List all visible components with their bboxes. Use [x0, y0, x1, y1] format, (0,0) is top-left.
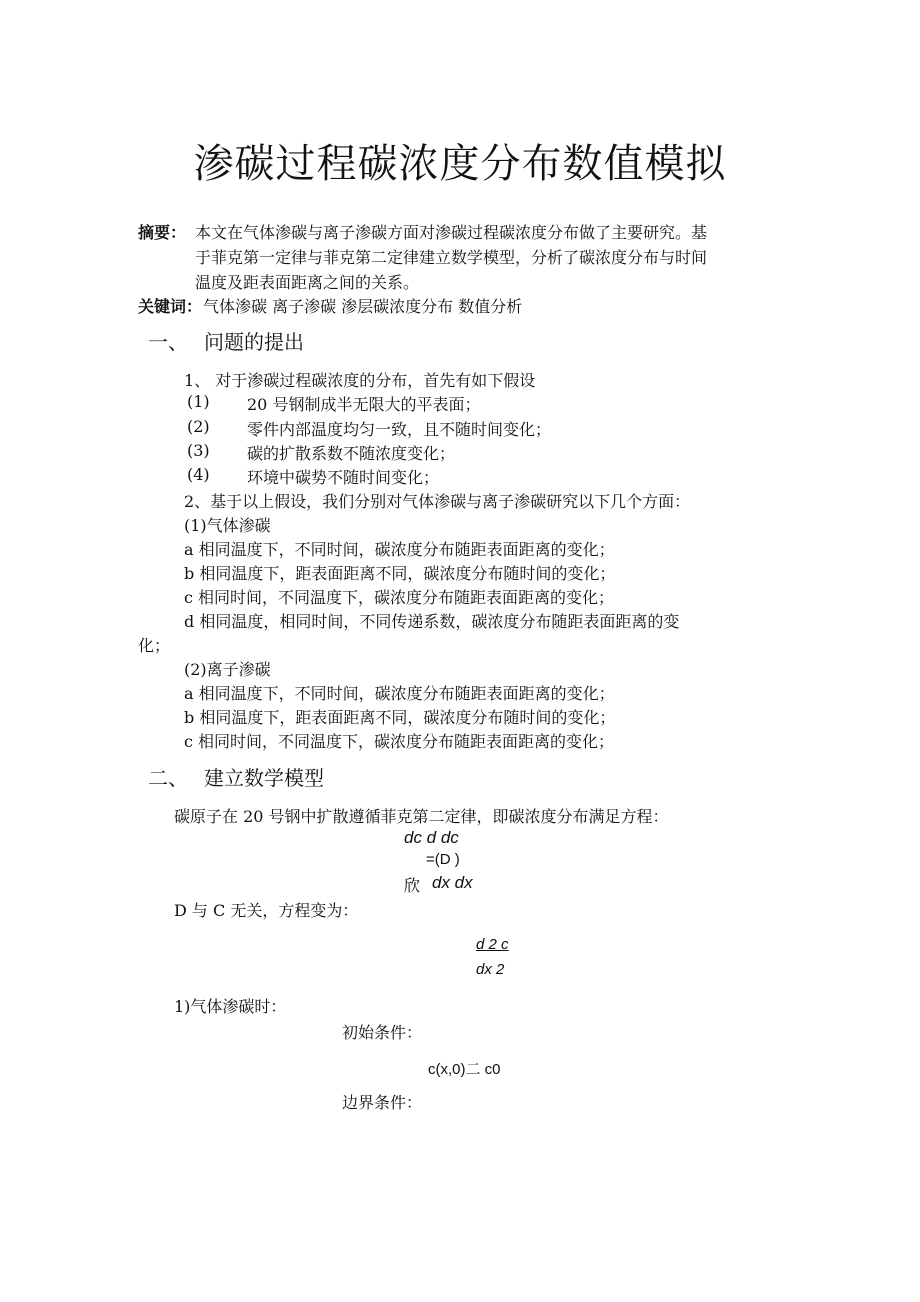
keywords-label: 关键词：: [138, 297, 203, 316]
assumption-num: (2): [187, 417, 210, 436]
abstract-line-1: 本文在气体渗碳与离子渗碳方面对渗碳过程碳浓度分布做了主要研究。基: [195, 223, 708, 242]
gas-item: a 相同温度下，不同时间，碳浓度分布随距表面距离的变化；: [184, 540, 615, 559]
gas-heading: (1)气体渗碳: [184, 516, 271, 535]
gas-case-label: 1)气体渗碳时：: [174, 997, 287, 1016]
assumption-text: 零件内部温度均匀一致，且不随时间变化；: [247, 420, 552, 439]
equation-1-middle: =(D ): [426, 851, 460, 868]
abstract-line-3: 温度及距表面距离之间的关系。: [195, 273, 420, 292]
section1-item1: 1、 对于渗碳过程碳浓度的分布，首先有如下假设: [184, 371, 536, 390]
keywords-text: 气体渗碳 离子渗碳 渗层碳浓度分布 数值分析: [203, 297, 523, 316]
equation-2-denominator: dx 2: [476, 961, 505, 978]
initial-condition-label: 初始条件：: [342, 1023, 423, 1042]
abstract-line-2: 于菲克第一定律与菲克第二定律建立数学模型，分析了碳浓度分布与时间: [195, 248, 708, 267]
equation-1-bottom-glyph: 欣: [404, 876, 421, 895]
ion-item: b 相同温度下，距表面距离不同，碳浓度分布随时间的变化；: [184, 708, 616, 727]
equation-2-numerator: d 2 c: [476, 936, 509, 953]
abstract-label: 摘要：: [138, 223, 187, 242]
assumption-num: (1): [187, 392, 210, 411]
section1-heading: 问题的提出: [204, 330, 304, 354]
ion-heading: (2)离子渗碳: [184, 660, 271, 679]
assumption-num: (3): [187, 441, 210, 460]
page-title: 渗碳过程碳浓度分布数值模拟: [193, 141, 727, 187]
initial-condition-equation: c(x,0)二 c0: [428, 1061, 501, 1078]
section1-item2: 2、基于以上假设，我们分别对气体渗碳与离子渗碳研究以下几个方面：: [184, 492, 691, 511]
gas-item: c 相同时间，不同温度下，碳浓度分布随距表面距离的变化；: [184, 588, 615, 607]
boundary-condition-label: 边界条件：: [342, 1093, 423, 1112]
section2-intro: 碳原子在 20 号钢中扩散遵循菲克第二定律，即碳浓度分布满足方程：: [174, 807, 669, 826]
assumption-text: 碳的扩散系数不随浓度变化；: [247, 444, 456, 463]
gas-item: d 相同温度，相同时间，不同传递系数，碳浓度分布随距表面距离的变: [184, 612, 680, 631]
section2-d-text: D 与 C 无关，方程变为：: [174, 901, 359, 920]
assumption-text: 环境中碳势不随时间变化；: [247, 468, 440, 487]
ion-item: c 相同时间，不同温度下，碳浓度分布随距表面距离的变化；: [184, 732, 615, 751]
equation-1-bottom: dx dx: [432, 873, 473, 892]
section2-heading: 建立数学模型: [204, 766, 324, 790]
section2-number: 二、: [148, 766, 188, 790]
assumption-num: (4): [187, 465, 210, 484]
assumption-text: 20 号钢制成半无限大的平表面；: [247, 395, 481, 414]
ion-item: a 相同温度下，不同时间，碳浓度分布随距表面距离的变化；: [184, 684, 615, 703]
equation-1-top: dc d dc: [404, 828, 459, 847]
gas-item-continuation: 化；: [138, 636, 171, 655]
gas-item: b 相同温度下，距表面距离不同，碳浓度分布随时间的变化；: [184, 564, 616, 583]
section1-number: 一、: [148, 330, 188, 354]
